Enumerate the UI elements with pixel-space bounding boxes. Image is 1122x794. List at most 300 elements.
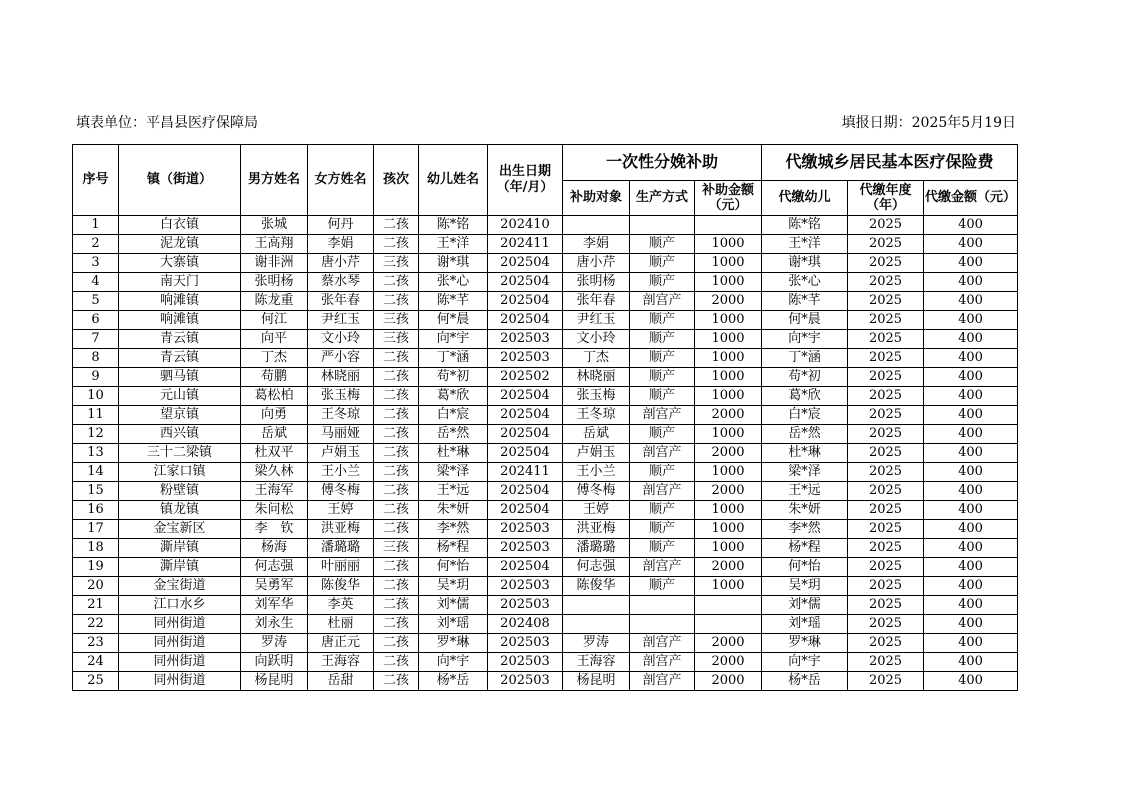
cell-subsidy-target: 丁杰 — [563, 349, 630, 368]
cell-father: 张明杨 — [241, 273, 308, 292]
cell-seq: 1 — [73, 216, 119, 235]
cell-child: 陈*芊 — [419, 292, 488, 311]
cell-seq: 17 — [73, 520, 119, 539]
cell-subsidy-target: 何志强 — [563, 558, 630, 577]
cell-paid-year: 2025 — [848, 615, 924, 634]
cell-mother: 李英 — [308, 596, 374, 615]
cell-subsidy-amount: 1000 — [695, 349, 762, 368]
cell-delivery: 顺产 — [630, 387, 695, 406]
cell-paid-child: 李*然 — [762, 520, 848, 539]
col-header-delivery: 生产方式 — [630, 180, 695, 216]
group-header-delivery-subsidy: 一次性分娩补助 — [563, 145, 762, 181]
cell-subsidy-amount: 1000 — [695, 235, 762, 254]
cell-birth: 202504 — [488, 292, 563, 311]
cell-paid-child: 陈*芊 — [762, 292, 848, 311]
cell-delivery: 顺产 — [630, 273, 695, 292]
cell-delivery: 剖宫产 — [630, 672, 695, 691]
cell-seq: 4 — [73, 273, 119, 292]
cell-town: 澌岸镇 — [119, 539, 241, 558]
cell-child: 杜*琳 — [419, 444, 488, 463]
cell-paid-child: 葛*欣 — [762, 387, 848, 406]
cell-subsidy-amount — [695, 596, 762, 615]
cell-birth: 202410 — [488, 216, 563, 235]
cell-father: 杨海 — [241, 539, 308, 558]
cell-paid-child: 王*远 — [762, 482, 848, 501]
cell-child: 梁*泽 — [419, 463, 488, 482]
cell-delivery — [630, 615, 695, 634]
cell-mother: 李娟 — [308, 235, 374, 254]
cell-order: 二孩 — [374, 501, 419, 520]
cell-paid-year: 2025 — [848, 482, 924, 501]
cell-mother: 陈俊华 — [308, 577, 374, 596]
cell-order: 二孩 — [374, 653, 419, 672]
cell-birth: 202504 — [488, 311, 563, 330]
cell-paid-year: 2025 — [848, 634, 924, 653]
col-header-paid-child: 代缴幼儿 — [762, 180, 848, 216]
cell-seq: 3 — [73, 254, 119, 273]
cell-father: 丁杰 — [241, 349, 308, 368]
cell-paid-amount: 400 — [924, 311, 1018, 330]
cell-delivery: 顺产 — [630, 330, 695, 349]
cell-town: 澌岸镇 — [119, 558, 241, 577]
cell-child: 杨*岳 — [419, 672, 488, 691]
cell-seq: 11 — [73, 406, 119, 425]
col-header-subsidy-target: 补助对象 — [563, 180, 630, 216]
cell-town: 同州街道 — [119, 653, 241, 672]
cell-delivery: 剖宫产 — [630, 634, 695, 653]
table-row — [73, 292, 1018, 311]
cell-birth: 202504 — [488, 482, 563, 501]
cell-subsidy-target: 傅冬梅 — [563, 482, 630, 501]
cell-birth: 202503 — [488, 520, 563, 539]
cell-subsidy-amount: 1000 — [695, 387, 762, 406]
cell-order: 二孩 — [374, 520, 419, 539]
cell-seq: 7 — [73, 330, 119, 349]
cell-child: 张*心 — [419, 273, 488, 292]
cell-subsidy-amount: 1000 — [695, 273, 762, 292]
cell-paid-year: 2025 — [848, 501, 924, 520]
table-row — [73, 330, 1018, 349]
cell-seq: 13 — [73, 444, 119, 463]
cell-seq: 8 — [73, 349, 119, 368]
cell-subsidy-target: 王小兰 — [563, 463, 630, 482]
table-row — [73, 596, 1018, 615]
cell-paid-child: 丁*涵 — [762, 349, 848, 368]
cell-paid-amount: 400 — [924, 482, 1018, 501]
cell-seq: 5 — [73, 292, 119, 311]
table-row — [73, 539, 1018, 558]
cell-paid-amount: 400 — [924, 387, 1018, 406]
cell-father: 葛松柏 — [241, 387, 308, 406]
cell-birth: 202502 — [488, 368, 563, 387]
cell-mother: 王冬琼 — [308, 406, 374, 425]
cell-paid-year: 2025 — [848, 368, 924, 387]
cell-order: 二孩 — [374, 558, 419, 577]
cell-paid-child: 陈*铭 — [762, 216, 848, 235]
cell-delivery: 剖宫产 — [630, 558, 695, 577]
cell-subsidy-amount: 2000 — [695, 444, 762, 463]
table-row — [73, 235, 1018, 254]
cell-mother: 王婷 — [308, 501, 374, 520]
cell-child: 杨*程 — [419, 539, 488, 558]
cell-child: 朱*妍 — [419, 501, 488, 520]
cell-paid-amount: 400 — [924, 672, 1018, 691]
cell-paid-amount: 400 — [924, 216, 1018, 235]
cell-child: 谢*琪 — [419, 254, 488, 273]
cell-subsidy-target: 洪亚梅 — [563, 520, 630, 539]
cell-subsidy-target — [563, 615, 630, 634]
cell-birth: 202504 — [488, 406, 563, 425]
cell-paid-amount: 400 — [924, 273, 1018, 292]
cell-paid-amount: 400 — [924, 368, 1018, 387]
cell-subsidy-target: 潘璐璐 — [563, 539, 630, 558]
cell-mother: 尹红玉 — [308, 311, 374, 330]
cell-father: 杨昆明 — [241, 672, 308, 691]
cell-child: 刘*瑶 — [419, 615, 488, 634]
cell-subsidy-amount: 1000 — [695, 368, 762, 387]
cell-subsidy-amount: 2000 — [695, 292, 762, 311]
cell-mother: 唐正元 — [308, 634, 374, 653]
cell-town: 同州街道 — [119, 634, 241, 653]
table-row — [73, 520, 1018, 539]
table-row — [73, 444, 1018, 463]
cell-paid-amount: 400 — [924, 615, 1018, 634]
cell-father: 刘军华 — [241, 596, 308, 615]
cell-paid-child: 向*宇 — [762, 330, 848, 349]
cell-subsidy-target: 文小玲 — [563, 330, 630, 349]
table-row — [73, 216, 1018, 235]
cell-paid-year: 2025 — [848, 558, 924, 577]
cell-child: 陈*铭 — [419, 216, 488, 235]
cell-order: 二孩 — [374, 235, 419, 254]
cell-order: 三孩 — [374, 539, 419, 558]
cell-delivery: 顺产 — [630, 311, 695, 330]
cell-subsidy-amount: 1000 — [695, 520, 762, 539]
cell-subsidy-amount: 2000 — [695, 558, 762, 577]
table-row — [73, 254, 1018, 273]
cell-father: 杜双平 — [241, 444, 308, 463]
cell-delivery: 剖宫产 — [630, 292, 695, 311]
cell-delivery: 顺产 — [630, 539, 695, 558]
cell-seq: 10 — [73, 387, 119, 406]
cell-mother: 马丽娅 — [308, 425, 374, 444]
cell-paid-amount: 400 — [924, 425, 1018, 444]
cell-subsidy-amount: 2000 — [695, 482, 762, 501]
cell-birth: 202503 — [488, 653, 563, 672]
cell-child: 白*宸 — [419, 406, 488, 425]
cell-order: 三孩 — [374, 311, 419, 330]
cell-paid-amount: 400 — [924, 292, 1018, 311]
cell-seq: 19 — [73, 558, 119, 577]
cell-seq: 15 — [73, 482, 119, 501]
cell-order: 二孩 — [374, 577, 419, 596]
cell-town: 望京镇 — [119, 406, 241, 425]
cell-subsidy-amount: 1000 — [695, 254, 762, 273]
cell-delivery: 顺产 — [630, 235, 695, 254]
cell-subsidy-amount: 1000 — [695, 425, 762, 444]
col-header-paid-amount: 代缴金额（元） — [924, 180, 1018, 216]
cell-seq: 23 — [73, 634, 119, 653]
cell-mother: 文小玲 — [308, 330, 374, 349]
cell-town: 同州街道 — [119, 615, 241, 634]
col-header-mother: 女方姓名 — [308, 145, 374, 216]
cell-birth: 202504 — [488, 254, 563, 273]
cell-father: 吴勇军 — [241, 577, 308, 596]
cell-paid-year: 2025 — [848, 653, 924, 672]
cell-mother: 王海容 — [308, 653, 374, 672]
cell-mother: 杜丽 — [308, 615, 374, 634]
cell-subsidy-target — [563, 596, 630, 615]
cell-town: 金宝新区 — [119, 520, 241, 539]
cell-paid-child: 向*宇 — [762, 653, 848, 672]
cell-order: 二孩 — [374, 482, 419, 501]
cell-birth: 202411 — [488, 235, 563, 254]
cell-paid-year: 2025 — [848, 577, 924, 596]
cell-subsidy-target: 卢娟玉 — [563, 444, 630, 463]
cell-mother: 张年春 — [308, 292, 374, 311]
cell-paid-amount: 400 — [924, 634, 1018, 653]
cell-order: 二孩 — [374, 292, 419, 311]
cell-paid-amount: 400 — [924, 501, 1018, 520]
cell-subsidy-amount: 1000 — [695, 577, 762, 596]
cell-delivery: 顺产 — [630, 463, 695, 482]
subsidy-table — [72, 144, 1018, 691]
cell-paid-child: 白*宸 — [762, 406, 848, 425]
cell-seq: 6 — [73, 311, 119, 330]
cell-mother: 王小兰 — [308, 463, 374, 482]
cell-paid-child: 苟*初 — [762, 368, 848, 387]
cell-paid-year: 2025 — [848, 672, 924, 691]
cell-order: 二孩 — [374, 596, 419, 615]
cell-order: 二孩 — [374, 216, 419, 235]
cell-father: 陈龙重 — [241, 292, 308, 311]
cell-subsidy-target: 王婷 — [563, 501, 630, 520]
cell-subsidy-amount: 1000 — [695, 311, 762, 330]
cell-birth: 202503 — [488, 577, 563, 596]
cell-paid-year: 2025 — [848, 311, 924, 330]
cell-town: 响滩镇 — [119, 292, 241, 311]
table-row — [73, 406, 1018, 425]
cell-town: 响滩镇 — [119, 311, 241, 330]
cell-subsidy-target: 尹红玉 — [563, 311, 630, 330]
cell-paid-amount: 400 — [924, 235, 1018, 254]
cell-delivery: 剖宫产 — [630, 444, 695, 463]
table-row — [73, 501, 1018, 520]
cell-paid-year: 2025 — [848, 444, 924, 463]
table-row — [73, 311, 1018, 330]
cell-paid-child: 刘*儒 — [762, 596, 848, 615]
cell-birth: 202503 — [488, 330, 563, 349]
cell-paid-amount: 400 — [924, 463, 1018, 482]
cell-mother: 洪亚梅 — [308, 520, 374, 539]
cell-paid-year: 2025 — [848, 425, 924, 444]
cell-paid-amount: 400 — [924, 539, 1018, 558]
cell-town: 三十二梁镇 — [119, 444, 241, 463]
cell-child: 丁*涵 — [419, 349, 488, 368]
cell-delivery — [630, 596, 695, 615]
cell-order: 三孩 — [374, 330, 419, 349]
cell-father: 何江 — [241, 311, 308, 330]
table-body — [73, 216, 1018, 691]
cell-delivery: 顺产 — [630, 368, 695, 387]
cell-town: 白衣镇 — [119, 216, 241, 235]
cell-paid-year: 2025 — [848, 235, 924, 254]
cell-paid-child: 梁*泽 — [762, 463, 848, 482]
cell-paid-amount: 400 — [924, 577, 1018, 596]
cell-subsidy-amount — [695, 615, 762, 634]
cell-delivery — [630, 216, 695, 235]
cell-subsidy-amount: 1000 — [695, 463, 762, 482]
cell-paid-year: 2025 — [848, 216, 924, 235]
cell-delivery: 剖宫产 — [630, 406, 695, 425]
cell-town: 泥龙镇 — [119, 235, 241, 254]
cell-mother: 岳甜 — [308, 672, 374, 691]
cell-father: 向跃明 — [241, 653, 308, 672]
cell-delivery: 顺产 — [630, 349, 695, 368]
cell-paid-amount: 400 — [924, 558, 1018, 577]
cell-child: 何*怡 — [419, 558, 488, 577]
cell-birth: 202504 — [488, 444, 563, 463]
cell-father: 张城 — [241, 216, 308, 235]
cell-subsidy-target: 唐小芹 — [563, 254, 630, 273]
cell-order: 二孩 — [374, 463, 419, 482]
cell-mother: 蔡水琴 — [308, 273, 374, 292]
cell-delivery: 剖宫产 — [630, 653, 695, 672]
table-row — [73, 368, 1018, 387]
cell-child: 吴*玥 — [419, 577, 488, 596]
cell-subsidy-target: 王海容 — [563, 653, 630, 672]
cell-paid-amount: 400 — [924, 520, 1018, 539]
cell-subsidy-target: 杨昆明 — [563, 672, 630, 691]
cell-subsidy-target: 岳斌 — [563, 425, 630, 444]
cell-child: 李*然 — [419, 520, 488, 539]
cell-town: 青云镇 — [119, 349, 241, 368]
cell-paid-amount: 400 — [924, 406, 1018, 425]
cell-child: 向*宇 — [419, 330, 488, 349]
cell-paid-child: 杨*程 — [762, 539, 848, 558]
cell-order: 二孩 — [374, 406, 419, 425]
cell-subsidy-target: 王冬琼 — [563, 406, 630, 425]
cell-paid-amount: 400 — [924, 330, 1018, 349]
cell-paid-child: 王*洋 — [762, 235, 848, 254]
cell-subsidy-target: 张年春 — [563, 292, 630, 311]
col-header-child: 幼儿姓名 — [419, 145, 488, 216]
cell-father: 罗涛 — [241, 634, 308, 653]
cell-father: 苟鹏 — [241, 368, 308, 387]
cell-paid-child: 何*晨 — [762, 311, 848, 330]
cell-birth: 202503 — [488, 672, 563, 691]
cell-seq: 9 — [73, 368, 119, 387]
cell-delivery: 剖宫产 — [630, 482, 695, 501]
cell-paid-amount: 400 — [924, 254, 1018, 273]
cell-paid-amount: 400 — [924, 653, 1018, 672]
cell-subsidy-amount: 1000 — [695, 330, 762, 349]
cell-order: 二孩 — [374, 387, 419, 406]
cell-order: 二孩 — [374, 444, 419, 463]
table-row — [73, 577, 1018, 596]
cell-father: 刘永生 — [241, 615, 308, 634]
cell-birth: 202411 — [488, 463, 563, 482]
table-row — [73, 653, 1018, 672]
cell-birth: 202503 — [488, 349, 563, 368]
cell-subsidy-target — [563, 216, 630, 235]
cell-birth: 202504 — [488, 558, 563, 577]
group-header-insurance-payment: 代缴城乡居民基本医疗保险费 — [762, 145, 1018, 181]
col-header-seq: 序号 — [73, 145, 119, 216]
cell-subsidy-amount: 1000 — [695, 501, 762, 520]
table-row — [73, 463, 1018, 482]
cell-town: 江口水乡 — [119, 596, 241, 615]
col-header-birth: 出生日期（年/月） — [488, 145, 563, 216]
cell-paid-year: 2025 — [848, 406, 924, 425]
cell-paid-child: 杨*岳 — [762, 672, 848, 691]
cell-child: 王*远 — [419, 482, 488, 501]
table-row — [73, 273, 1018, 292]
cell-child: 葛*欣 — [419, 387, 488, 406]
cell-paid-year: 2025 — [848, 330, 924, 349]
cell-subsidy-target: 张明杨 — [563, 273, 630, 292]
cell-paid-year: 2025 — [848, 254, 924, 273]
cell-father: 谢非洲 — [241, 254, 308, 273]
cell-subsidy-target: 李娟 — [563, 235, 630, 254]
cell-child: 何*晨 — [419, 311, 488, 330]
cell-order: 二孩 — [374, 349, 419, 368]
cell-father: 岳斌 — [241, 425, 308, 444]
cell-child: 刘*儒 — [419, 596, 488, 615]
cell-paid-child: 杜*琳 — [762, 444, 848, 463]
table-row — [73, 672, 1018, 691]
cell-birth: 202504 — [488, 425, 563, 444]
cell-subsidy-target: 张玉梅 — [563, 387, 630, 406]
cell-order: 二孩 — [374, 615, 419, 634]
cell-seq: 14 — [73, 463, 119, 482]
cell-town: 南天门 — [119, 273, 241, 292]
cell-subsidy-amount: 2000 — [695, 634, 762, 653]
cell-mother: 林晓丽 — [308, 368, 374, 387]
cell-mother: 傅冬梅 — [308, 482, 374, 501]
col-header-paid-year: 代缴年度（年） — [848, 180, 924, 216]
cell-subsidy-amount: 2000 — [695, 672, 762, 691]
table-row — [73, 558, 1018, 577]
cell-order: 三孩 — [374, 254, 419, 273]
cell-seq: 24 — [73, 653, 119, 672]
cell-town: 驷马镇 — [119, 368, 241, 387]
cell-town: 江家口镇 — [119, 463, 241, 482]
cell-subsidy-amount: 1000 — [695, 539, 762, 558]
cell-seq: 25 — [73, 672, 119, 691]
cell-paid-child: 吴*玥 — [762, 577, 848, 596]
cell-father: 王海军 — [241, 482, 308, 501]
cell-birth: 202408 — [488, 615, 563, 634]
col-header-subsidy-amount: 补助金额（元） — [695, 180, 762, 216]
cell-father: 向平 — [241, 330, 308, 349]
cell-paid-year: 2025 — [848, 292, 924, 311]
cell-mother: 卢娟玉 — [308, 444, 374, 463]
cell-seq: 21 — [73, 596, 119, 615]
cell-town: 粉壁镇 — [119, 482, 241, 501]
cell-delivery: 顺产 — [630, 254, 695, 273]
cell-father: 梁久林 — [241, 463, 308, 482]
cell-seq: 16 — [73, 501, 119, 520]
table-row — [73, 615, 1018, 634]
cell-seq: 12 — [73, 425, 119, 444]
col-header-town: 镇（街道） — [119, 145, 241, 216]
col-header-order: 孩次 — [374, 145, 419, 216]
cell-birth: 202503 — [488, 596, 563, 615]
cell-birth: 202504 — [488, 273, 563, 292]
cell-paid-amount: 400 — [924, 596, 1018, 615]
cell-mother: 叶丽丽 — [308, 558, 374, 577]
